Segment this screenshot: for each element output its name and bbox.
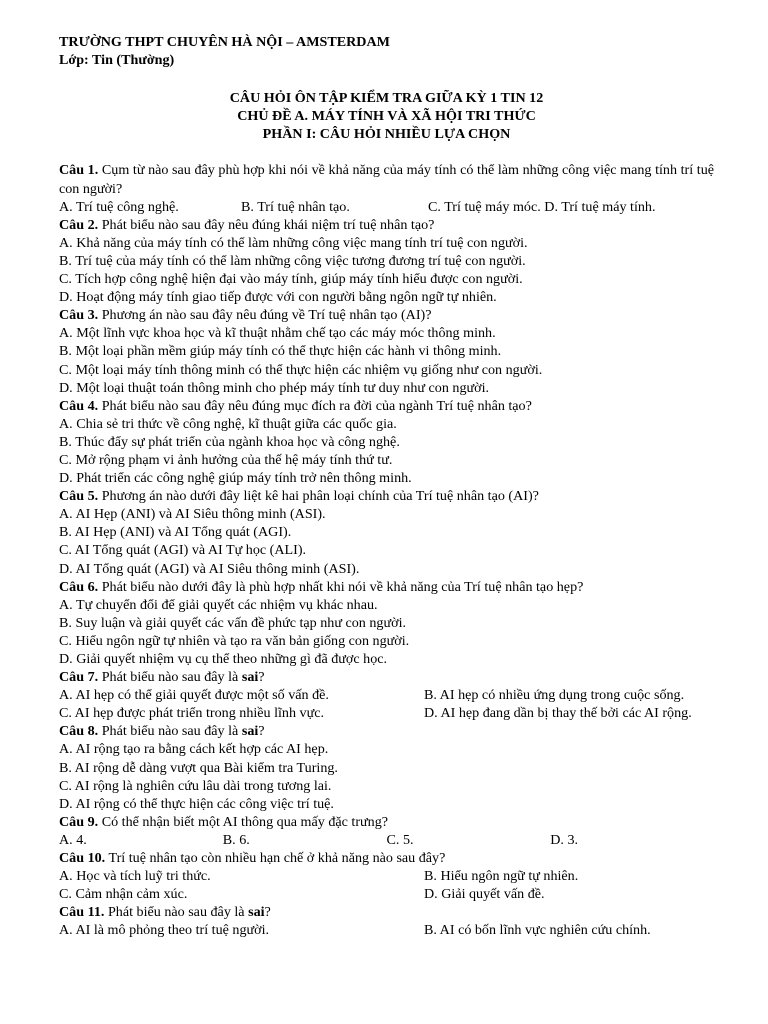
option-b: B. 6. <box>222 831 250 848</box>
option-d: D. Một loại thuật toán thông minh cho phép máy tính tư duy như con người. <box>59 379 490 396</box>
option-b: B. Thúc đẩy sự phát triển của ngành khoa học và công nghệ. <box>59 433 400 450</box>
question-text: Phương án nào sau đây nêu đúng về Trí tuệ nhân tạo (AI)? <box>98 307 432 324</box>
question-stem <box>59 306 714 324</box>
question-text: Phát biểu nào dưới đây là phù hợp nhất khi nói về khả năng của Trí tuệ nhân tạo hẹp? <box>98 578 584 595</box>
option-row <box>59 704 714 722</box>
option-row <box>59 885 714 903</box>
option-c-d: C. Trí tuệ máy móc. D. Trí tuệ máy tính. <box>428 198 656 215</box>
option-b: B. Một loại phần mềm giúp máy tính có thể thực hiện các hành vi thông minh. <box>59 343 502 360</box>
option-a: A. Học và tích luỹ tri thức. <box>59 868 211 885</box>
question-label: Câu 1. <box>59 162 99 179</box>
question-label: Câu 3. <box>59 307 99 324</box>
question-9 <box>59 813 714 849</box>
document-header <box>59 33 714 69</box>
emphasis-word: sai <box>241 669 259 686</box>
question-text: Cụm từ nào sau đây phù hợp khi nói về khả năng của máy tính có thể làm những công việc mang tính trí tuệ con người? <box>59 162 714 197</box>
option-c: C. AI Tổng quát (AGI) và AI Tự học (ALI). <box>59 542 307 559</box>
emphasis-word: sai <box>248 904 265 921</box>
question-stem <box>59 903 714 921</box>
option-b: B. AI Hẹp (ANI) và AI Tổng quát (AGI). <box>59 524 292 541</box>
option-b: B. Suy luận và giải quyết các vấn đề phức tạp như con người. <box>59 614 407 631</box>
option-row <box>59 686 714 704</box>
question-5 <box>59 487 714 577</box>
question-text: Trí tuệ nhân tạo còn nhiều hạn chế ở khả năng nào sau đây? <box>105 850 446 867</box>
option-c: C. Mở rộng phạm vi ảnh hưởng của thế hệ máy tính thứ tư. <box>59 451 393 468</box>
option-c: C. AI hẹp được phát triển trong nhiều lĩnh vực. <box>59 705 325 722</box>
question-label: Câu 2. <box>59 216 99 233</box>
option-row <box>59 921 714 939</box>
option-a: A. Chia sẻ tri thức về công nghệ, kĩ thuật giữa các quốc gia. <box>59 415 397 432</box>
question-6 <box>59 578 714 668</box>
question-label: Câu 5. <box>59 488 99 505</box>
question-text: Phát biểu nào sau đây nêu đúng mục đích ra đời của ngành Trí tuệ nhân tạo? <box>98 397 532 414</box>
question-text: Phát biểu nào sau đây là <box>98 669 242 686</box>
option-a: A. Một lĩnh vực khoa học và kĩ thuật nhằm chế tạo các máy móc thông minh. <box>59 325 496 342</box>
question-stem <box>59 578 714 596</box>
option-b: B. Hiểu ngôn ngữ tự nhiên. <box>424 868 579 885</box>
question-text-end: ? <box>258 723 265 740</box>
option-c: C. Hiểu ngôn ngữ tự nhiên và tạo ra văn bản giống con người. <box>59 632 410 649</box>
option-c: C. Tích hợp công nghệ hiện đại vào máy tính, giúp máy tính hiểu được con người. <box>59 271 523 288</box>
option-c: C. Cảm nhận cảm xúc. <box>59 886 188 903</box>
title-line-2: CHỦ ĐỀ A. MÁY TÍNH VÀ XÃ HỘI TRI THỨC <box>237 108 536 125</box>
question-label: Câu 9. <box>59 813 99 830</box>
question-7 <box>59 668 714 722</box>
option-row <box>59 198 714 216</box>
option-row <box>59 867 714 885</box>
question-label: Câu 7. <box>59 669 99 686</box>
option-d: D. Phát triển các công nghệ giúp máy tính trở nên thông minh. <box>59 470 412 487</box>
question-label: Câu 6. <box>59 578 99 595</box>
question-text: Có thể nhận biết một AI thông qua mấy đặc trưng? <box>98 813 389 830</box>
option-d: D. 3. <box>550 831 579 848</box>
question-label: Câu 10. <box>59 850 106 867</box>
question-text-end: ? <box>258 669 265 686</box>
title-line-1: CÂU HỎI ÔN TẬP KIỂM TRA GIỮA KỲ 1 TIN 12 <box>229 90 544 107</box>
option-d: D. AI hẹp đang dần bị thay thế bởi các AI rộng. <box>424 705 692 722</box>
option-d: D. Hoạt động máy tính giao tiếp được với con người bằng ngôn ngữ tự nhiên. <box>59 289 497 306</box>
school-name: TRƯỜNG THPT CHUYÊN HÀ NỘI – AMSTERDAM <box>59 34 390 50</box>
question-label: Câu 11. <box>59 904 105 921</box>
option-a: A. AI hẹp có thể giải quyết được một số vấn đề. <box>59 687 329 704</box>
question-stem <box>59 668 714 686</box>
option-a: A. AI là mô phỏng theo trí tuệ người. <box>59 922 270 939</box>
option-row <box>59 831 714 849</box>
question-label: Câu 4. <box>59 397 99 414</box>
option-c: C. Một loại máy tính thông minh có thể thực hiện các nhiệm vụ giống như con người. <box>59 361 543 378</box>
question-label: Câu 8. <box>59 723 99 740</box>
option-a: A. Khả năng của máy tính có thể làm những công việc mang tính trí tuệ con người. <box>59 234 528 251</box>
question-11 <box>59 903 714 939</box>
question-stem <box>59 161 714 197</box>
option-a: A. AI Hẹp (ANI) và AI Siêu thông minh (ASI). <box>59 506 326 523</box>
question-stem <box>59 813 714 831</box>
question-text: Phát biểu nào sau đây nêu đúng khái niệm trí tuệ nhân tạo? <box>98 216 435 233</box>
question-text: Phát biểu nào sau đây là <box>98 723 242 740</box>
option-b: B. AI có bốn lĩnh vực nghiên cứu chính. <box>424 922 651 939</box>
question-text-end: ? <box>264 904 271 921</box>
option-d: D. AI Tổng quát (AGI) và AI Siêu thông minh (ASI). <box>59 560 360 577</box>
option-a: A. Tự chuyển đổi để giải quyết các nhiệm vụ khác nhau. <box>59 596 378 613</box>
question-stem <box>59 722 714 740</box>
emphasis-word: sai <box>241 723 259 740</box>
question-stem <box>59 487 714 505</box>
option-b: B. AI rộng dễ dàng vượt qua Bài kiểm tra Turing. <box>59 759 338 776</box>
question-stem <box>59 849 714 867</box>
option-d: D. AI rộng có thể thực hiện các công việc trí tuệ. <box>59 795 334 812</box>
option-a: A. Trí tuệ công nghệ. <box>59 198 179 215</box>
question-stem <box>59 216 714 234</box>
option-a: A. AI rộng tạo ra bằng cách kết hợp các AI hẹp. <box>59 741 329 758</box>
option-d: D. Giải quyết vấn đề. <box>424 886 545 903</box>
question-text: Phát biểu nào sau đây là <box>104 904 249 921</box>
document-titles <box>59 89 714 143</box>
question-4 <box>59 397 714 487</box>
question-10 <box>59 849 714 903</box>
question-stem <box>59 397 714 415</box>
class-name: Lớp: Tin (Thường) <box>59 52 175 69</box>
option-b: B. Trí tuệ nhân tạo. <box>241 198 350 215</box>
option-c: C. AI rộng là nghiên cứu lâu dài trong tương lai. <box>59 777 332 794</box>
option-a: A. 4. <box>59 831 87 848</box>
question-1 <box>59 161 714 215</box>
option-c: C. 5. <box>386 831 414 848</box>
question-2 <box>59 216 714 306</box>
question-list <box>59 161 714 939</box>
question-text: Phương án nào dưới đây liệt kê hai phân loại chính của Trí tuệ nhân tạo (AI)? <box>98 488 539 505</box>
option-d: D. Giải quyết nhiệm vụ cụ thể theo những gì đã được học. <box>59 651 388 667</box>
question-3 <box>59 306 714 396</box>
option-b: B. Trí tuệ của máy tính có thể làm những công việc tương đương trí tuệ con người. <box>59 252 526 269</box>
title-line-3: PHẦN I: CÂU HỎI NHIỀU LỰA CHỌN <box>262 126 511 143</box>
question-8 <box>59 722 714 812</box>
option-b: B. AI hẹp có nhiều ứng dụng trong cuộc sống. <box>424 687 685 704</box>
